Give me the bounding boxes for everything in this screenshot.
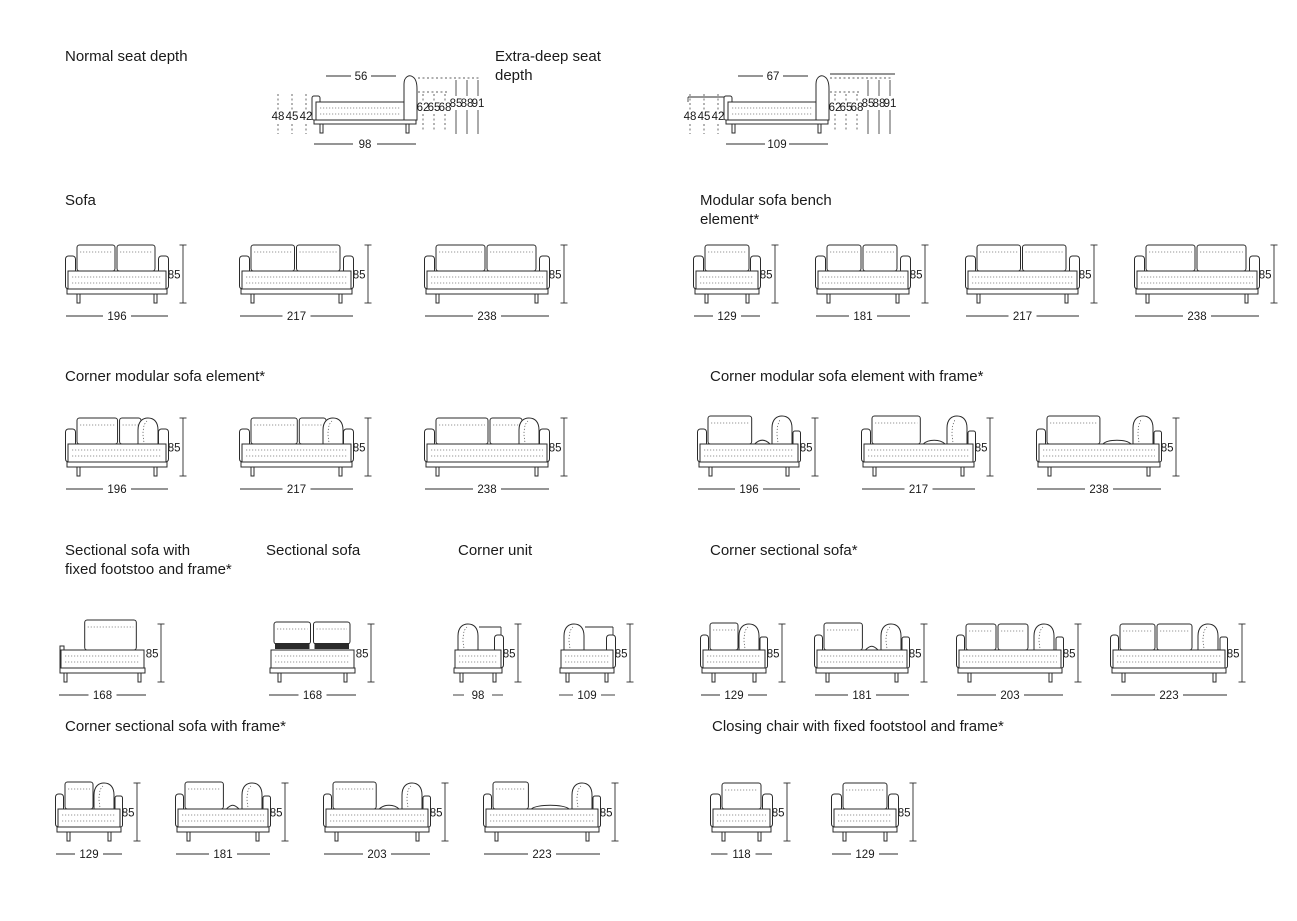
corner-modular-frame-diagrams <box>697 410 1192 498</box>
width-dimension-label: 181 <box>853 311 873 323</box>
seat-depth-bottom-label: 109 <box>767 139 787 151</box>
sofa-front-view-drawing <box>815 237 941 325</box>
width-dimension-label: 196 <box>107 484 127 496</box>
title-line: Extra-deep seat <box>495 48 601 65</box>
title-line: Corner unit <box>458 542 533 559</box>
section-title-closing-chair <box>712 717 1004 736</box>
height-dimension-label: 85 <box>771 807 785 820</box>
sofa-front-view-drawing <box>710 775 803 863</box>
width-dimension-label: 217 <box>286 311 307 323</box>
sofa-front-view-drawing <box>239 410 384 498</box>
mid-height-value-label: 62 <box>416 102 430 114</box>
width-dimension-label: 196 <box>107 311 127 323</box>
section-title-sofa <box>65 191 96 210</box>
section-title-corner-sectional <box>710 541 858 560</box>
width-dimension-label: 223 <box>1159 690 1179 702</box>
section-title-corner-modular <box>65 367 265 386</box>
modular-bench-diagrams <box>693 237 1290 325</box>
sofa-diagram-modular_bench-217 <box>965 237 1110 325</box>
sofa-front-view-drawing <box>268 616 387 704</box>
height-dimension-label: 85 <box>759 269 773 282</box>
width-dimension-label: 238 <box>477 311 497 323</box>
width-dimension-label: 181 <box>213 849 233 861</box>
height-dimension-label: 85 <box>145 648 159 661</box>
section-title-sectional <box>266 541 360 560</box>
sofa-front-view-drawing <box>483 775 631 863</box>
title-line: Sectional sofa with <box>65 542 191 559</box>
seat-depth-bottom-label: 98 <box>358 139 372 151</box>
sofa-front-view-drawing <box>175 775 301 863</box>
sofa-diagram-modular_bench-238 <box>1134 237 1290 325</box>
title-line: Normal seat depth <box>65 48 188 65</box>
mid-height-value-label: 68 <box>850 102 864 114</box>
sofa-diagram-corner_modular-217 <box>239 410 384 498</box>
sofa-front-view-drawing <box>65 237 199 325</box>
section-title-normal-seat-depth <box>65 47 188 66</box>
height-dimension-label: 85 <box>599 807 613 820</box>
sofa-diagrams <box>65 237 580 325</box>
height-dimension-label: 85 <box>1078 269 1092 282</box>
sofa-diagram-corner_unit-98 <box>452 616 534 704</box>
sofa-diagram-closing_chair-118 <box>710 775 803 863</box>
total-height-value-label: 88 <box>460 98 474 110</box>
section-title-corner-sectional-frame <box>65 717 286 736</box>
width-dimension-label: 168 <box>302 690 323 702</box>
title-line: Modular sofa bench <box>700 192 832 209</box>
sofa-side-view-drawing <box>680 68 900 163</box>
sofa-diagram-sofa-238 <box>424 237 580 325</box>
height-dimension-label: 85 <box>167 269 181 282</box>
corner-sectional-frame-diagrams <box>55 775 631 863</box>
width-dimension-label: 203 <box>367 849 387 861</box>
height-dimension-label: 85 <box>908 648 922 661</box>
title-line: Corner modular sofa element* <box>65 368 266 385</box>
sofa-diagram-modular_bench-129 <box>693 237 791 325</box>
sofa-front-view-drawing <box>65 410 199 498</box>
width-dimension-label: 129 <box>717 311 737 323</box>
height-dimension-label: 85 <box>502 648 516 661</box>
corner-unit-diagrams <box>452 616 646 704</box>
sectional-footstool-diagrams <box>58 616 177 704</box>
sofa-front-view-drawing <box>55 775 153 863</box>
width-dimension-label: 118 <box>732 849 751 861</box>
sofa-diagram-corner_modular-238 <box>424 410 580 498</box>
sofa-front-view-drawing <box>831 775 929 863</box>
height-dimension-label: 85 <box>269 807 283 820</box>
sofa-front-view-drawing <box>700 616 798 704</box>
height-dimension-label: 85 <box>429 807 443 820</box>
width-dimension-label: 181 <box>852 690 872 702</box>
total-height-value-label: 85 <box>861 98 875 110</box>
sofa-diagram-corner_modular_frame-196 <box>697 410 831 498</box>
sofa-front-view-drawing <box>239 237 384 325</box>
width-dimension-label: 98 <box>471 690 485 702</box>
width-dimension-label: 238 <box>1089 484 1109 496</box>
section-title-sectional-footstool <box>65 541 232 579</box>
sofa-front-view-drawing <box>424 237 580 325</box>
sofa-front-view-drawing <box>1036 410 1192 498</box>
width-dimension-label: 238 <box>477 484 497 496</box>
seat-depth-value-label: 45 <box>697 111 711 123</box>
section-title-modular-sofa-bench <box>700 191 832 229</box>
seat-depth-value-label: 45 <box>285 111 299 123</box>
height-dimension-label: 85 <box>355 648 369 661</box>
sofa-front-view-drawing <box>956 616 1094 704</box>
height-dimension-label: 85 <box>909 269 923 282</box>
height-dimension-label: 85 <box>766 648 780 661</box>
title-line: Sectional sofa <box>266 542 361 559</box>
height-dimension-label: 85 <box>974 442 988 455</box>
sofa-front-view-drawing <box>861 410 1006 498</box>
mid-height-value-label: 65 <box>839 102 853 114</box>
width-dimension-label: 129 <box>79 849 99 861</box>
height-dimension-label: 85 <box>548 269 562 282</box>
height-dimension-label: 85 <box>167 442 181 455</box>
width-dimension-label: 168 <box>92 690 113 702</box>
seat-depth-top-label: 56 <box>354 71 368 83</box>
total-height-value-label: 85 <box>449 98 463 110</box>
sofa-diagram-corner_sectional_frame-129 <box>55 775 153 863</box>
height-dimension-label: 85 <box>1258 269 1272 282</box>
sofa-diagram-sectional-168 <box>268 616 387 704</box>
width-dimension-label: 238 <box>1187 311 1207 323</box>
title-line: Closing chair with fixed footstool and frame* <box>712 718 1004 735</box>
title-line: fixed footstoo and frame* <box>65 561 232 578</box>
mid-height-value-label: 62 <box>828 102 842 114</box>
width-dimension-label: 217 <box>286 484 307 496</box>
mid-height-value-label: 68 <box>438 102 452 114</box>
sofa-diagram-corner_modular_frame-238 <box>1036 410 1192 498</box>
title-line: Corner modular sofa element with frame* <box>710 368 984 385</box>
total-height-value-label: 88 <box>872 98 886 110</box>
sofa-diagram-corner_modular_frame-217 <box>861 410 1006 498</box>
seat-depth-top-label: 67 <box>766 71 780 83</box>
height-dimension-label: 85 <box>1160 442 1174 455</box>
sofa-front-view-drawing <box>697 410 831 498</box>
sofa-side-view-drawing <box>268 68 488 163</box>
width-dimension-label: 203 <box>1000 690 1020 702</box>
section-title-extra-deep-seat-depth <box>495 47 601 85</box>
corner-sectional-diagrams <box>700 616 1258 704</box>
title-line: Sofa <box>65 192 96 209</box>
width-dimension-label: 129 <box>724 690 744 702</box>
sofa-diagram-sofa-217 <box>239 237 384 325</box>
seat-depth-value-label: 42 <box>711 111 725 123</box>
sofa-diagram-corner_sectional_frame-203 <box>323 775 461 863</box>
height-dimension-label: 85 <box>1062 648 1076 661</box>
mid-height-value-label: 65 <box>427 102 441 114</box>
height-dimension-label: 85 <box>352 442 366 455</box>
sofa-front-view-drawing <box>424 410 580 498</box>
seat-depth-value-label: 48 <box>271 111 285 123</box>
sofa-front-view-drawing <box>814 616 940 704</box>
sofa-diagram-corner_sectional_frame-223 <box>483 775 631 863</box>
sofa-front-view-drawing <box>58 616 177 704</box>
closing-chair-diagrams <box>710 775 929 863</box>
sofa-diagram-corner_sectional_frame-181 <box>175 775 301 863</box>
sofa-front-view-drawing <box>323 775 461 863</box>
title-line: Corner sectional sofa* <box>710 542 858 559</box>
width-dimension-label: 223 <box>532 849 552 861</box>
width-dimension-label: 109 <box>577 690 597 702</box>
sofa-diagram-modular_bench-181 <box>815 237 941 325</box>
normal-seat-depth-diagram <box>268 68 488 163</box>
sofa-diagram-corner_modular-196 <box>65 410 199 498</box>
title-line: depth <box>495 67 533 84</box>
seat-depth-value-label: 48 <box>683 111 697 123</box>
section-title-corner-modular-frame <box>710 367 983 386</box>
sofa-diagram-corner_unit-109 <box>558 616 646 704</box>
height-dimension-label: 85 <box>121 807 135 820</box>
width-dimension-label: 217 <box>1012 311 1033 323</box>
height-dimension-label: 85 <box>548 442 562 455</box>
sofa-front-view-drawing <box>452 616 534 704</box>
section-title-corner-unit <box>458 541 532 560</box>
width-dimension-label: 217 <box>908 484 929 496</box>
sofa-diagram-corner_sectional-203 <box>956 616 1094 704</box>
sofa-front-view-drawing <box>558 616 646 704</box>
total-height-value-label: 91 <box>883 98 897 110</box>
sofa-front-view-drawing <box>965 237 1110 325</box>
sofa-diagram-sectional_footstool-168 <box>58 616 177 704</box>
extra-deep-seat-depth-diagram <box>680 68 900 163</box>
sofa-diagram-sofa-196 <box>65 237 199 325</box>
corner-modular-diagrams <box>65 410 580 498</box>
sofa-diagram-corner_sectional-223 <box>1110 616 1258 704</box>
seat-depth-value-label: 42 <box>299 111 313 123</box>
sofa-front-view-drawing <box>1110 616 1258 704</box>
height-dimension-label: 85 <box>614 648 628 661</box>
sofa-front-view-drawing <box>1134 237 1290 325</box>
sectional-diagrams <box>268 616 387 704</box>
sofa-diagram-corner_sectional-181 <box>814 616 940 704</box>
width-dimension-label: 196 <box>739 484 759 496</box>
height-dimension-label: 85 <box>352 269 366 282</box>
title-line: element* <box>700 211 760 228</box>
sofa-front-view-drawing <box>693 237 791 325</box>
sofa-diagram-corner_sectional-129 <box>700 616 798 704</box>
sofa-diagram-closing_chair-129 <box>831 775 929 863</box>
title-line: Corner sectional sofa with frame* <box>65 718 286 735</box>
total-height-value-label: 91 <box>471 98 485 110</box>
height-dimension-label: 85 <box>897 807 911 820</box>
height-dimension-label: 85 <box>1226 648 1240 661</box>
width-dimension-label: 129 <box>855 849 875 861</box>
height-dimension-label: 85 <box>799 442 813 455</box>
